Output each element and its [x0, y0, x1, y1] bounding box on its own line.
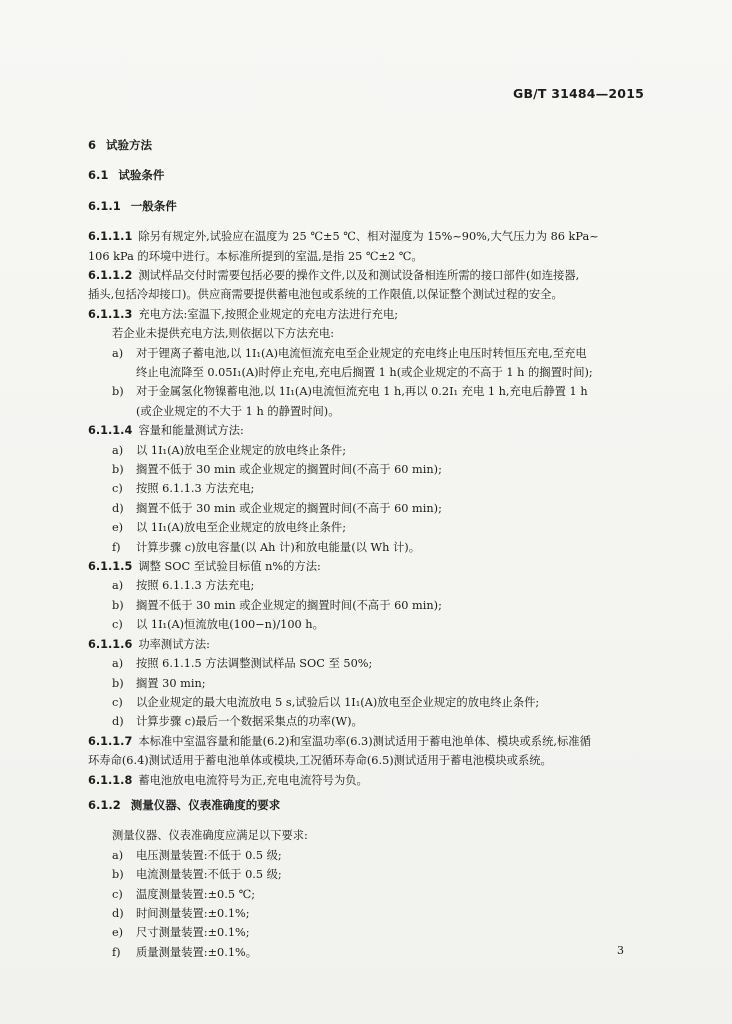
clause-number: 6.1.1.5 [88, 560, 133, 574]
list-text: 电压测量装置:不低于 0.5 级; [136, 848, 282, 862]
list-item [88, 923, 648, 942]
list-item [88, 865, 648, 884]
list-item [88, 693, 648, 712]
clause-text: 调整 SOC 至试验目标值 n%的方法: [138, 560, 321, 574]
clause-number: 6.1.1.1 [88, 230, 133, 244]
list-label: b) [112, 868, 124, 882]
list-text: 尺寸测量装置:±0.1%; [136, 926, 250, 940]
list-text: 计算步骤 c)放电容量(以 Ah 计)和放电能量(以 Wh 计)。 [136, 540, 420, 554]
section-title: 试验条件 [118, 168, 165, 183]
list-text: 按照 6.1.1.5 方法调整测试样品 SOC 至 50%; [136, 657, 373, 671]
list-label: c) [112, 482, 123, 496]
section-number: 6.1.1 [88, 198, 121, 213]
list-item [88, 885, 648, 904]
list-text: 质量测量装置:±0.1%。 [136, 945, 258, 959]
list-label: c) [112, 695, 123, 709]
clause-continuation: 插头,包括冷却接口)。供应商需要提供蓄电池包或系统的工作限值,以保证整个测试过程的安全。 [88, 288, 563, 302]
list-item [88, 654, 648, 673]
clause-text: 本标准中室温容量和能量(6.2)和室温功率(6.3)测试适用于蓄电池单体、模块或系统,标准循 [138, 734, 591, 748]
clause-6-1-1-4 [88, 421, 648, 440]
clause-text: 除另有规定外,试验应在温度为 25 ℃±5 ℃、相对湿度为 15%~90%,大气压力为 86 kPa~ [138, 230, 599, 244]
clause-6-1-1-7 [88, 732, 648, 751]
list-item [88, 943, 648, 962]
section-number: 6.1 [88, 168, 109, 183]
page-number: 3 [617, 944, 624, 957]
clause-continuation: 环寿命(6.4)测试适用于蓄电池单体或模块,工况循环寿命(6.5)测试适用于蓄电池模块或系统。 [88, 754, 552, 768]
list-text: 按照 6.1.1.3 方法充电; [136, 482, 255, 496]
clause-text: 充电方法:室温下,按照企业规定的充电方法进行充电; [138, 307, 399, 321]
list-item [88, 382, 648, 401]
list-text: 温度测量装置:±0.5 ℃; [136, 887, 256, 901]
list-label: c) [112, 618, 123, 632]
list-label: b) [112, 598, 124, 612]
list-label: b) [112, 385, 124, 399]
list-label: b) [112, 463, 124, 477]
list-label: a) [112, 848, 124, 862]
clause-note: 若企业未提供充电方法,则依据以下方法充电: [112, 327, 335, 341]
list-text: 搁置不低于 30 min 或企业规定的搁置时间(不高于 60 min); [136, 598, 442, 612]
clause-number: 6.1.1.6 [88, 637, 133, 651]
standard-number: GB/T 31484—2015 [512, 86, 644, 101]
section-6-1-2-heading [88, 796, 648, 815]
list-text: 以 1I₁(A)放电至企业规定的放电终止条件; [136, 521, 347, 535]
list-text: 按照 6.1.1.3 方法充电; [136, 579, 255, 593]
clause-text: 容量和能量测试方法: [138, 424, 244, 438]
section-6-heading [88, 136, 648, 155]
list-item [88, 674, 648, 693]
list-label: d) [112, 906, 124, 920]
list-label: a) [112, 657, 124, 671]
list-label: a) [112, 443, 124, 457]
list-item [88, 344, 648, 363]
list-label: f) [112, 945, 121, 959]
section-6-1-heading [88, 166, 648, 185]
clause-continuation: 106 kPa 的环境中进行。本标准所提到的室温,是指 25 ℃±2 ℃。 [88, 249, 423, 263]
list-item [88, 712, 648, 731]
clause-intro: 测量仪器、仪表准确度应满足以下要求: [112, 829, 308, 843]
list-item [88, 576, 648, 595]
list-text: 搁置不低于 30 min 或企业规定的搁置时间(不高于 60 min); [136, 501, 442, 515]
clause-6-1-1-3 [88, 305, 648, 324]
section-title: 测量仪器、仪表准确度的要求 [130, 797, 281, 812]
list-item [88, 479, 648, 498]
clause-number: 6.1.1.2 [88, 268, 133, 282]
list-label: a) [112, 579, 124, 593]
list-text: 对于锂离子蓄电池,以 1I₁(A)电流恒流充电至企业规定的充电终止电压时转恒压充电,至充电 [136, 346, 587, 360]
clause-6-1-1-1 [88, 227, 648, 246]
list-label: c) [112, 887, 123, 901]
clause-6-1-1-6 [88, 635, 648, 654]
list-item [88, 615, 648, 634]
list-item [88, 460, 648, 479]
list-label: a) [112, 346, 124, 360]
clause-number: 6.1.1.3 [88, 307, 133, 321]
list-text: 电流测量装置:不低于 0.5 级; [136, 868, 282, 882]
list-continuation: 终止电流降至 0.05I₁(A)时停止充电,充电后搁置 1 h(或企业规定的不高于 1 h 的搁置时间); [136, 366, 593, 380]
list-item [88, 518, 648, 537]
clause-text: 蓄电池放电电流符号为正,充电电流符号为负。 [138, 773, 368, 787]
clause-number: 6.1.1.4 [88, 424, 133, 438]
list-label: e) [112, 926, 124, 940]
clause-6-1-1-8 [88, 771, 648, 790]
list-label: f) [112, 540, 121, 554]
clause-6-1-1-2 [88, 266, 648, 285]
clause-text: 功率测试方法: [138, 637, 210, 651]
list-item [88, 441, 648, 460]
section-number: 6.1.2 [88, 797, 121, 812]
page-content [88, 136, 648, 962]
list-item [88, 538, 648, 557]
list-item [88, 904, 648, 923]
section-6-1-1-heading [88, 197, 648, 216]
list-text: 以 1I₁(A)放电至企业规定的放电终止条件; [136, 443, 347, 457]
section-number: 6 [88, 138, 97, 152]
list-text: 搁置不低于 30 min 或企业规定的搁置时间(不高于 60 min); [136, 463, 442, 477]
list-text: 时间测量装置:±0.1%; [136, 906, 250, 920]
list-text: 搁置 30 min; [136, 676, 206, 690]
list-item [88, 596, 648, 615]
list-text: 对于金属氢化物镍蓄电池,以 1I₁(A)电流恒流充电 1 h,再以 0.2I₁ 充电 1 h,充电后静置 1 h [136, 385, 588, 399]
list-item [88, 846, 648, 865]
section-title: 试验方法 [106, 138, 153, 152]
clause-text: 测试样品交付时需要包括必要的操作文件,以及和测试设备相连所需的接口部件(如连接器, [138, 268, 580, 282]
list-text: 以企业规定的最大电流放电 5 s,试验后以 1I₁(A)放电至企业规定的放电终止条件; [136, 695, 540, 709]
section-title: 一般条件 [130, 198, 177, 213]
list-item [88, 499, 648, 518]
list-text: 计算步骤 c)最后一个数据采集点的功率(W)。 [136, 715, 363, 729]
list-label: d) [112, 715, 124, 729]
list-label: e) [112, 521, 124, 535]
clause-6-1-1-5 [88, 557, 648, 576]
clause-number: 6.1.1.7 [88, 734, 133, 748]
list-label: b) [112, 676, 124, 690]
clause-number: 6.1.1.8 [88, 773, 133, 787]
list-text: 以 1I₁(A)恒流放电(100−n)/100 h。 [136, 618, 324, 632]
list-label: d) [112, 501, 124, 515]
list-continuation: (或企业规定的不大于 1 h 的静置时间)。 [136, 404, 340, 418]
